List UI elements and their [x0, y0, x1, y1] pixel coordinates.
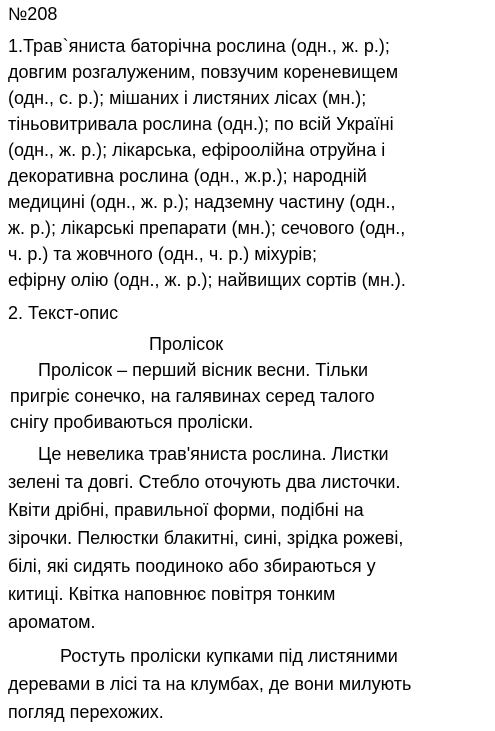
- paragraph-line: пригріє сонечко, на галявинах серед талого: [10, 386, 375, 406]
- paragraph-line: Квіти дрібні, правильної форми, подібні на: [8, 500, 364, 520]
- task-1-line: довгим розгалуженим, повзучим кореневищем: [8, 62, 399, 82]
- paragraph-line: Ростуть проліски купками під листяними: [60, 646, 398, 666]
- task-1-line: декоративна рослина (одн., ж.р.); народній: [8, 166, 367, 186]
- paragraph-line: китиці. Квітка наповнює повітря тонким: [8, 584, 336, 604]
- paragraph-line: Пролісок – перший вісник весни. Тільки: [38, 360, 369, 380]
- paragraph-line: Це невелика трав'яниста рослина. Листки: [38, 444, 389, 464]
- task-1-line: (одн., с. р.); мішаних і листяних лісах (мн.);: [8, 88, 367, 108]
- paragraph-line: зірочки. Пелюстки блакитні, сині, зрідка рожеві,: [8, 528, 404, 548]
- text-title: Пролісок: [149, 334, 224, 354]
- task-1-line: ефірну олію (одн., ж. р.); найвищих сортів (мн.).: [8, 270, 406, 290]
- task-1-line: (одн., ж. р.); лікарська, ефіроолійна отруйна і: [8, 140, 386, 160]
- task-1-line: тіньовитривала рослина (одн.); по всій Україні: [8, 114, 394, 134]
- task-1-line: ч. р.) та жовчного (одн., ч. р.) міхурів;: [8, 244, 317, 264]
- task-1-line: ж. р.); лікарські препарати (мн.); сечового (одн.,: [8, 218, 406, 238]
- exercise-number: №208: [8, 4, 58, 24]
- paragraph-line: деревами в лісі та на клумбах, де вони милують: [8, 674, 412, 694]
- task-1-line: 1.Трав`яниста баторічна рослина (одн., ж. р.);: [8, 36, 390, 56]
- task-2-heading: 2. Текст-опис: [8, 303, 119, 323]
- paragraph-line: погляд перехожих.: [8, 702, 164, 722]
- paragraph-line: зелені та довгі. Стебло оточують два листочки.: [8, 472, 401, 492]
- paragraph-line: білі, які сидять поодиноко або збираються у: [8, 556, 376, 576]
- paragraph-line: ароматом.: [8, 612, 96, 632]
- paragraph-line: снігу пробиваються проліски.: [10, 412, 254, 432]
- task-1-line: медицині (одн., ж. р.); надземну частину (одн.,: [8, 192, 396, 212]
